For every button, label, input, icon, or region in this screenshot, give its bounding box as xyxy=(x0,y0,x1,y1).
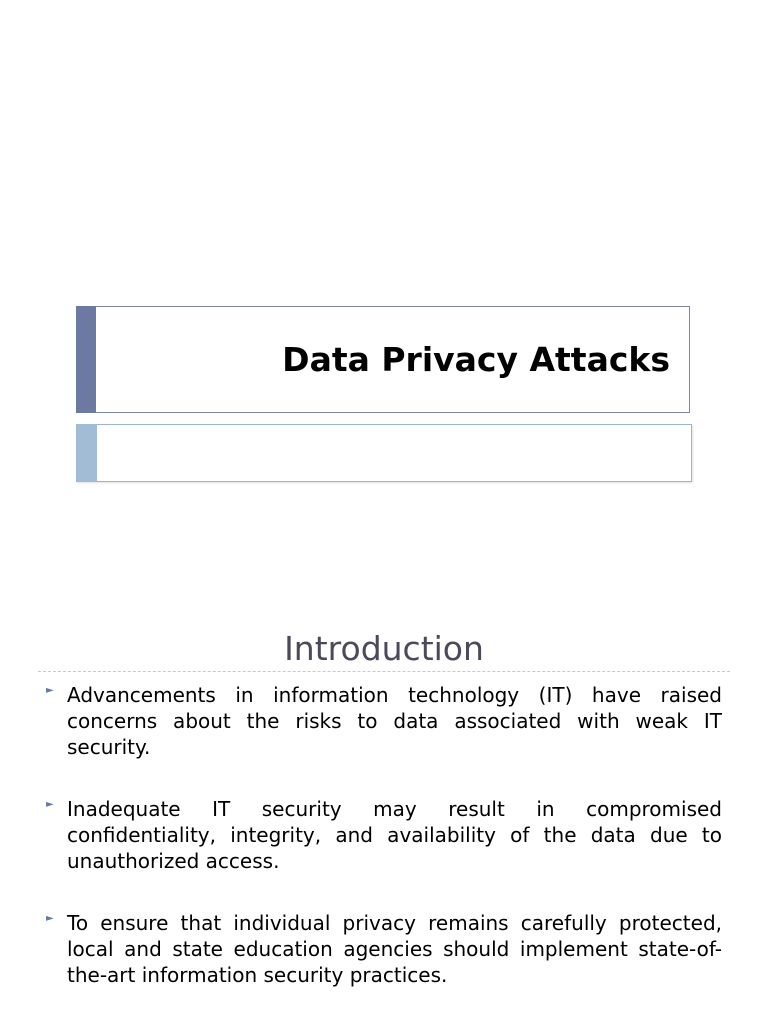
section-heading: Introduction xyxy=(284,629,484,668)
bullet-text: Inadequate IT security may result in compromised confidentiality, integrity, and availability of the data due to unauthorized access. xyxy=(67,797,722,873)
bullet-text: To ensure that individual privacy remains carefully protected, local and state education agencies should implement state-of-the-art information security practices. xyxy=(67,911,722,987)
slide-title: Data Privacy Attacks xyxy=(282,340,670,379)
bullet-item xyxy=(38,682,722,760)
triangle-right-icon: ► xyxy=(46,799,54,810)
bullet-item xyxy=(38,796,722,874)
bullet-item xyxy=(38,910,722,988)
bullet-list xyxy=(38,682,722,1024)
introduction-slide xyxy=(0,600,768,1024)
subtitle-accent-bar xyxy=(76,424,97,482)
triangle-right-icon: ► xyxy=(46,685,54,696)
heading-divider xyxy=(38,671,730,672)
subtitle-box xyxy=(76,424,692,482)
title-accent-bar xyxy=(76,306,96,413)
triangle-right-icon: ► xyxy=(46,913,54,924)
bullet-text: Advancements in information technology (IT) have raised concerns about the risks to data associated with weak IT security. xyxy=(67,683,722,759)
